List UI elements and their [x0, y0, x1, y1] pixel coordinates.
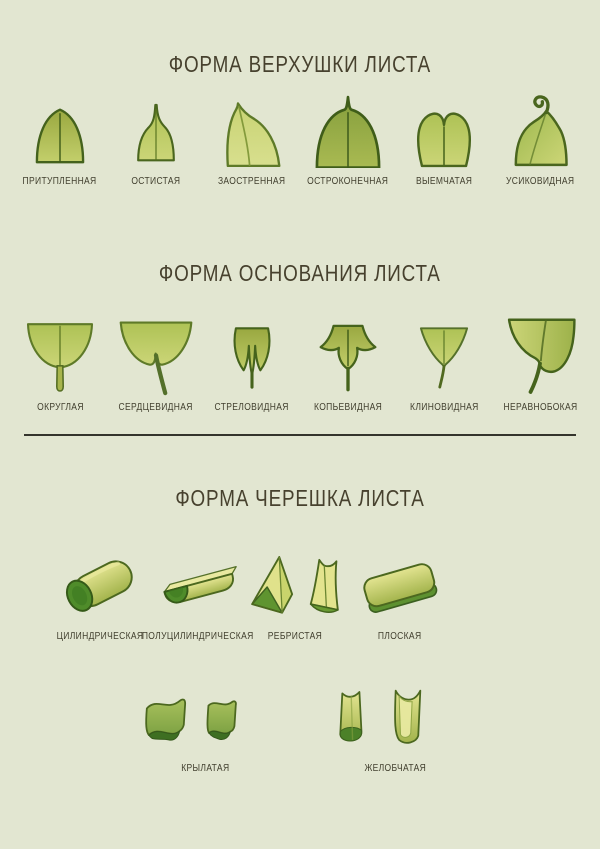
petiole-figure-row-2 — [125, 674, 475, 774]
leaf-apex-acuminate-icon — [213, 92, 291, 168]
petiole-winged-icon — [140, 682, 270, 754]
leaf-apex-cuspidate-icon — [306, 90, 390, 168]
petiole-cylindrical-icon — [51, 546, 149, 624]
figure-label: КРЫЛАТАЯ — [180, 763, 230, 774]
leaf-base-sagittate-icon — [217, 317, 287, 397]
section-apex-title-text: ФОРМА ВЕРХУШКИ ЛИСТА — [168, 51, 432, 77]
leaf-base-cuneate-icon — [409, 317, 479, 397]
figure-apex-acuminate — [206, 90, 298, 187]
figure-apex-aristate — [110, 90, 202, 187]
figure-label: ОСТРОКОНЕЧНАЯ — [307, 176, 389, 187]
figure-label: СТРЕЛОВИДНАЯ — [214, 402, 290, 413]
leaf-base-cordate-icon — [114, 317, 198, 397]
figure-apex-tendril — [494, 90, 586, 187]
leaf-apex-emarginate-icon — [406, 94, 482, 168]
figure-base-cuneate — [398, 311, 490, 413]
figure-label: КОПЬЕВИДНАЯ — [313, 402, 383, 413]
leaf-apex-tendril-icon — [501, 90, 579, 168]
figure-petiole-cylindrical — [50, 538, 150, 642]
section-base-title-text: ФОРМА ОСНОВАНИЯ ЛИСТА — [159, 260, 441, 286]
figure-label: НЕРАВНОБОКАЯ — [503, 402, 577, 413]
apex-figure-row — [0, 90, 600, 187]
figure-petiole-winged — [125, 674, 285, 774]
petiole-grooved-icon — [330, 682, 460, 754]
leaf-base-hastate-icon — [310, 317, 386, 397]
figure-label: ЖЕЛОБЧАТАЯ — [364, 763, 426, 774]
figure-label: РЕБРИСТАЯ — [267, 631, 323, 642]
leaf-base-oblique-icon — [497, 313, 583, 397]
petiole-flat-icon — [351, 554, 449, 624]
petiole-semicylindrical-icon — [142, 554, 254, 624]
section-base-title — [0, 261, 600, 285]
figure-label: ЦИЛИНДРИЧЕСКАЯ — [56, 631, 144, 642]
section-apex-title — [0, 0, 600, 76]
petiole-ribbed-icon — [245, 550, 345, 624]
figure-label: ПРИТУПЛЕННАЯ — [22, 176, 98, 187]
figure-base-rounded — [14, 311, 106, 413]
figure-petiole-flat — [345, 538, 455, 642]
figure-petiole-semicylindrical — [141, 538, 254, 642]
section-divider — [24, 434, 576, 436]
section-petiole-title-text: ФОРМА ЧЕРЕШКА ЛИСТА — [175, 485, 425, 511]
figure-label: ПОЛУЦИЛИНДРИЧЕСКАЯ — [141, 631, 254, 642]
leaf-base-rounded-icon — [20, 317, 100, 397]
figure-base-cordate — [110, 311, 202, 413]
petiole-figure-row-1 — [50, 538, 455, 642]
figure-petiole-grooved — [315, 674, 475, 774]
leaf-apex-blunt-icon — [25, 92, 95, 168]
figure-label: КЛИНОВИДНАЯ — [409, 402, 479, 413]
figure-label: ОКРУГЛАЯ — [36, 402, 84, 413]
figure-label: ПЛОСКАЯ — [378, 631, 422, 642]
section-petiole-title — [0, 486, 600, 510]
base-figure-row — [0, 311, 600, 413]
figure-petiole-ribbed — [245, 538, 345, 642]
figure-label: ВЫЕМЧАТАЯ — [415, 176, 473, 187]
figure-apex-blunt — [14, 90, 106, 187]
leaf-apex-aristate-icon — [123, 92, 189, 168]
figure-label: УСИКОВИДНАЯ — [505, 176, 575, 187]
figure-label: ЗАОСТРЕННАЯ — [218, 176, 286, 187]
figure-base-oblique — [494, 311, 586, 413]
figure-base-hastate — [302, 311, 394, 413]
figure-apex-emarginate — [398, 90, 490, 187]
figure-label: СЕРДЦЕВИДНАЯ — [118, 402, 194, 413]
figure-label: ОСТИСТАЯ — [131, 176, 181, 187]
figure-apex-cuspidate — [302, 90, 394, 187]
figure-base-sagittate — [206, 311, 298, 413]
